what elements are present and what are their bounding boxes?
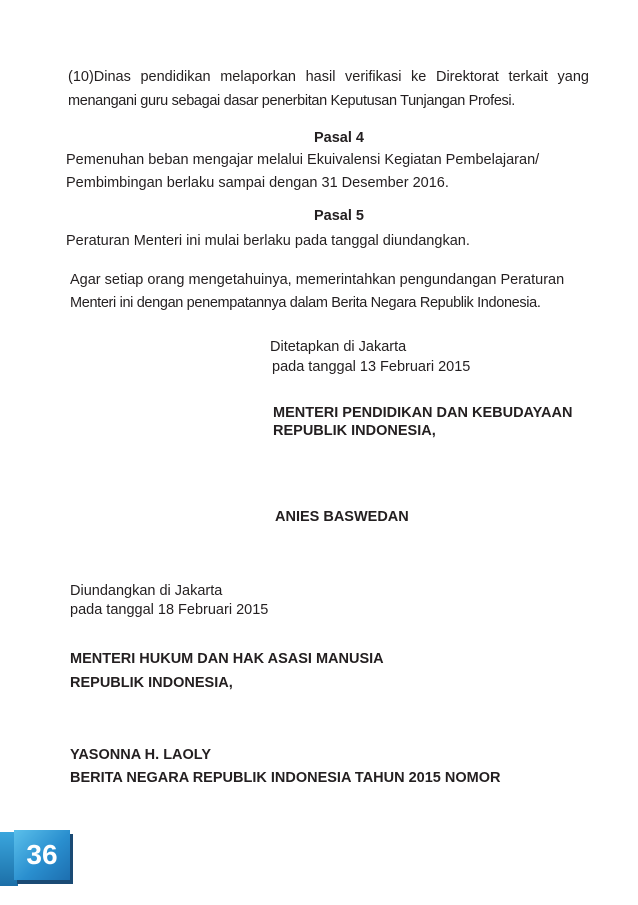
pasal-4-heading: Pasal 4 [314, 130, 364, 146]
diundangkan-place: Diundangkan di Jakarta [70, 583, 223, 599]
law-minister-title-line-1: MENTERI HUKUM DAN HAK ASASI MANUSIA [70, 651, 384, 667]
pasal-5-line-1: Peraturan Menteri ini mulai berlaku pada tanggal diundangkan. [66, 233, 470, 249]
closing-line-2: Menteri ini dengan penempatannya dalam Berita Negara Republik Indonesia. [70, 295, 541, 311]
ditetapkan-place: Ditetapkan di Jakarta [270, 339, 407, 355]
pasal-5-heading: Pasal 5 [314, 208, 364, 224]
minister-title-line-2: REPUBLIK INDONESIA, [273, 423, 436, 439]
minister-title-line-1: MENTERI PENDIDIKAN DAN KEBUDAYAAN [273, 405, 573, 421]
law-minister-title-line-2: REPUBLIK INDONESIA, [70, 675, 233, 691]
diundangkan-date: pada tanggal 18 Februari 2015 [70, 602, 269, 618]
paragraph-10-line-2: menangani guru sebagai dasar penerbitan Keputusan Tunjangan Profesi. [68, 93, 515, 109]
page-number-badge [0, 830, 80, 890]
ditetapkan-date: pada tanggal 13 Februari 2015 [272, 359, 471, 375]
pasal-4-line-2: Pembimbingan berlaku sampai dengan 31 Desember 2016. [66, 175, 449, 191]
paragraph-10-line-1: (10)Dinas pendidikan melaporkan hasil verifikasi ke Direktorat terkait yang [68, 69, 589, 85]
berita-negara-line: BERITA NEGARA REPUBLIK INDONESIA TAHUN 2015 NOMOR [70, 770, 501, 786]
page-number: 36 [14, 830, 70, 880]
law-minister-name: YASONNA H. LAOLY [70, 747, 211, 763]
minister-name: ANIES BASWEDAN [275, 509, 409, 525]
pasal-4-line-1: Pemenuhan beban mengajar melalui Ekuivalensi Kegiatan Pembelajaran/ [66, 152, 540, 168]
closing-line-1: Agar setiap orang mengetahuinya, memerintahkan pengundangan Peraturan [70, 272, 565, 288]
